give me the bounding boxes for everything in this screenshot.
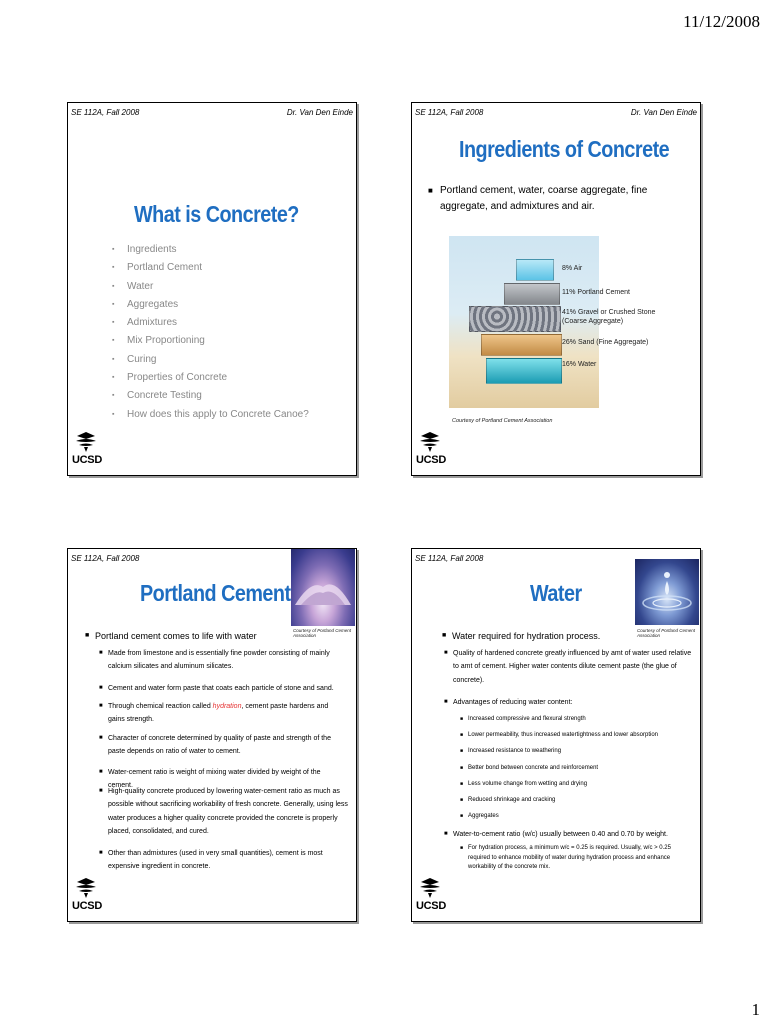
author-label: Dr. Van Den Einde	[630, 108, 697, 117]
bullet-text: For hydration process, a minimum w/c = 0.25 is required. Usually, w/c > 0.25 required to enhance mobility of water during hydration process and enhance workability of the concrete mix.	[468, 845, 671, 870]
page-date: 11/12/2008	[683, 12, 760, 31]
bullet-icon: ■	[99, 703, 103, 709]
bullet-icon: ■	[460, 765, 464, 771]
course-label: SE 112A, Fall 2008	[71, 108, 140, 117]
bullet-text: Better bond between concrete and reinforcement	[468, 765, 599, 771]
bullet-text: Through chemical reaction called	[108, 703, 213, 710]
air-layer	[516, 259, 554, 281]
list-item: ▪ Portland Cement	[112, 259, 309, 277]
water-drop-image	[635, 559, 699, 625]
bullet-icon: ■	[85, 632, 90, 639]
course-label: SE 112A, Fall 2008	[415, 554, 484, 563]
slide-what-is-concrete	[67, 102, 357, 476]
bullet-text: Aggregates	[468, 813, 499, 819]
layer-label: 26% Sand (Fine Aggregate)	[562, 339, 649, 346]
list-item: ▪ Water	[112, 278, 309, 296]
advantage-item	[460, 780, 693, 790]
image-credit: Courtesy of Portland Cement Association	[452, 418, 553, 424]
logo-text: UCSD	[72, 454, 102, 466]
list-item: ▪ Curing	[112, 351, 309, 369]
bullet-text: Water required for hydration process.	[452, 631, 601, 641]
layer-label: 11% Portland Cement	[562, 289, 630, 296]
bullet-icon: ■	[460, 748, 464, 754]
hydration-term: hydration	[212, 703, 242, 710]
bullet-text: Portland cement, water, coarse aggregate, fine aggregate, and admixtures and air.	[440, 185, 648, 212]
bullet-text: Cement and water form paste that coats each particle of stone and sand.	[108, 685, 334, 692]
logo-text: UCSD	[72, 900, 102, 912]
slide-title: Portland Cement	[140, 580, 291, 606]
list-item: ▪ Admixtures	[112, 314, 309, 332]
bullet-text: Made from limestone and is essentially fine powder consisting of mainly calcium silicates and aluminum silicates.	[108, 650, 330, 671]
ucsd-logo	[416, 431, 448, 471]
bullet-text: Increased compressive and flexural strength	[468, 716, 586, 722]
list-item: ▪ Mix Proportioning	[112, 332, 309, 350]
ucsd-emblem-icon	[419, 877, 441, 899]
advantage-item	[460, 812, 693, 822]
sub-bullet	[99, 847, 346, 874]
cement-layer	[504, 283, 560, 305]
image-credit: Courtesy of Portland Cement Association	[637, 628, 696, 638]
bullet-icon: ■	[442, 632, 447, 639]
bullet-text: Water-to-cement ratio (w/c) usually between 0.40 and 0.70 by weight.	[453, 831, 668, 838]
bullet-text: Advantages of reducing water content:	[453, 699, 573, 706]
ratio-detail	[460, 844, 693, 873]
slide-portland-cement	[67, 548, 357, 922]
topic-list	[112, 241, 309, 424]
advantage-item	[460, 747, 693, 757]
slide-ingredients-of-concrete	[411, 102, 701, 476]
advantage-item	[460, 731, 693, 741]
bullet-icon: ■	[444, 650, 448, 656]
bullet-text: Quality of hardened concrete greatly influenced by amt of water used relative to amt of cement. Higher water contents dilute cement paste (the glue of concrete).	[453, 650, 692, 684]
course-label: SE 112A, Fall 2008	[415, 108, 484, 117]
bullet-icon: ■	[428, 186, 433, 195]
course-label: SE 112A, Fall 2008	[71, 554, 140, 563]
slide-title: Water	[530, 580, 582, 606]
ucsd-logo	[72, 431, 104, 471]
sub-bullet	[444, 647, 693, 687]
sub-bullet	[99, 785, 353, 838]
sub-bullet	[99, 682, 346, 695]
bullet-icon: ■	[460, 797, 464, 803]
list-item: ▪ How does this apply to Concrete Canoe?	[112, 406, 309, 424]
main-bullet	[85, 630, 275, 642]
bullet-icon: ■	[444, 831, 448, 837]
layer-label: 16% Water	[562, 361, 597, 368]
bullet-text: Increased resistance to weathering	[468, 748, 562, 754]
logo-text: UCSD	[416, 454, 446, 466]
bullet-text: High-quality concrete produced by lowering water-cement ratio as much as possible without sacrificing workability of fresh concrete. Generally, using less water produces a higher quality concrete provided the concrete is properly placed, consolidated, and cured.	[108, 788, 348, 835]
main-bullet	[442, 630, 622, 642]
bullet-icon: ■	[99, 850, 103, 856]
sub-bullet	[444, 828, 693, 841]
bullet-text: Less volume change from wetting and drying	[468, 781, 588, 787]
sub-bullet	[99, 700, 346, 727]
bullet-text: , cement paste hardens and gains strength.	[108, 703, 329, 724]
bullet-icon: ■	[444, 699, 448, 705]
sand-layer	[481, 334, 562, 356]
cement-photo	[291, 549, 355, 626]
image-credit: Courtesy of Portland Cement Association	[293, 628, 352, 638]
ucsd-emblem-icon	[419, 431, 441, 453]
sub-bullet	[444, 696, 693, 709]
layer-label: 41% Gravel or Crushed Stone (Coarse Aggregate)	[562, 309, 656, 325]
water-photo	[635, 559, 699, 625]
bullet-icon: ■	[460, 781, 464, 787]
water-layer	[486, 358, 562, 384]
logo-text: UCSD	[416, 900, 446, 912]
author-label: Dr. Van Den Einde	[286, 108, 353, 117]
page-number: 1	[751, 1000, 760, 1019]
ingredients-bullet	[428, 183, 685, 215]
slide-title: Ingredients of Concrete	[459, 136, 670, 162]
bullet-text: Lower permeability, thus increased watertightness and lower absorption	[468, 732, 658, 738]
bullet-text: Reduced shrinkage and cracking	[468, 797, 556, 803]
bullet-icon: ■	[99, 650, 103, 656]
ucsd-logo	[416, 877, 448, 917]
bullet-text: Character of concrete determined by quality of paste and strength of the paste depends on ratio of water to cement.	[108, 735, 331, 756]
slide-title: What is Concrete?	[134, 201, 299, 227]
bullet-text: Other than admixtures (used in very small quantities), cement is most expensive ingredient in concrete.	[108, 850, 323, 871]
bullet-icon: ■	[99, 685, 103, 691]
gravel-layer	[469, 306, 561, 332]
bullet-text: Portland cement comes to life with water	[95, 631, 257, 641]
list-item: ▪ Aggregates	[112, 296, 309, 314]
list-item: ▪ Ingredients	[112, 241, 309, 259]
layer-label: 8% Air	[562, 265, 583, 272]
ucsd-emblem-icon	[75, 877, 97, 899]
bullet-icon: ■	[99, 769, 103, 775]
list-item: ▪ Concrete Testing	[112, 387, 309, 405]
advantage-item	[460, 715, 693, 725]
bullet-icon: ■	[99, 788, 103, 794]
bullet-icon: ■	[460, 813, 464, 819]
cement-pile-image	[291, 549, 355, 626]
advantage-item	[460, 796, 693, 806]
ucsd-logo	[72, 877, 104, 917]
ucsd-emblem-icon	[75, 431, 97, 453]
bullet-icon: ■	[99, 735, 103, 741]
sub-bullet	[99, 647, 346, 674]
list-item: ▪ Properties of Concrete	[112, 369, 309, 387]
bullet-text: Water-cement ratio is weight of mixing water divided by weight of the cement.	[108, 769, 321, 790]
bullet-icon: ■	[460, 716, 464, 722]
slide-water	[411, 548, 701, 922]
bullet-icon: ■	[460, 845, 464, 851]
advantage-item	[460, 764, 693, 774]
sub-bullet	[99, 732, 346, 759]
concrete-layers-illustration	[449, 236, 656, 408]
bullet-icon: ■	[460, 732, 464, 738]
